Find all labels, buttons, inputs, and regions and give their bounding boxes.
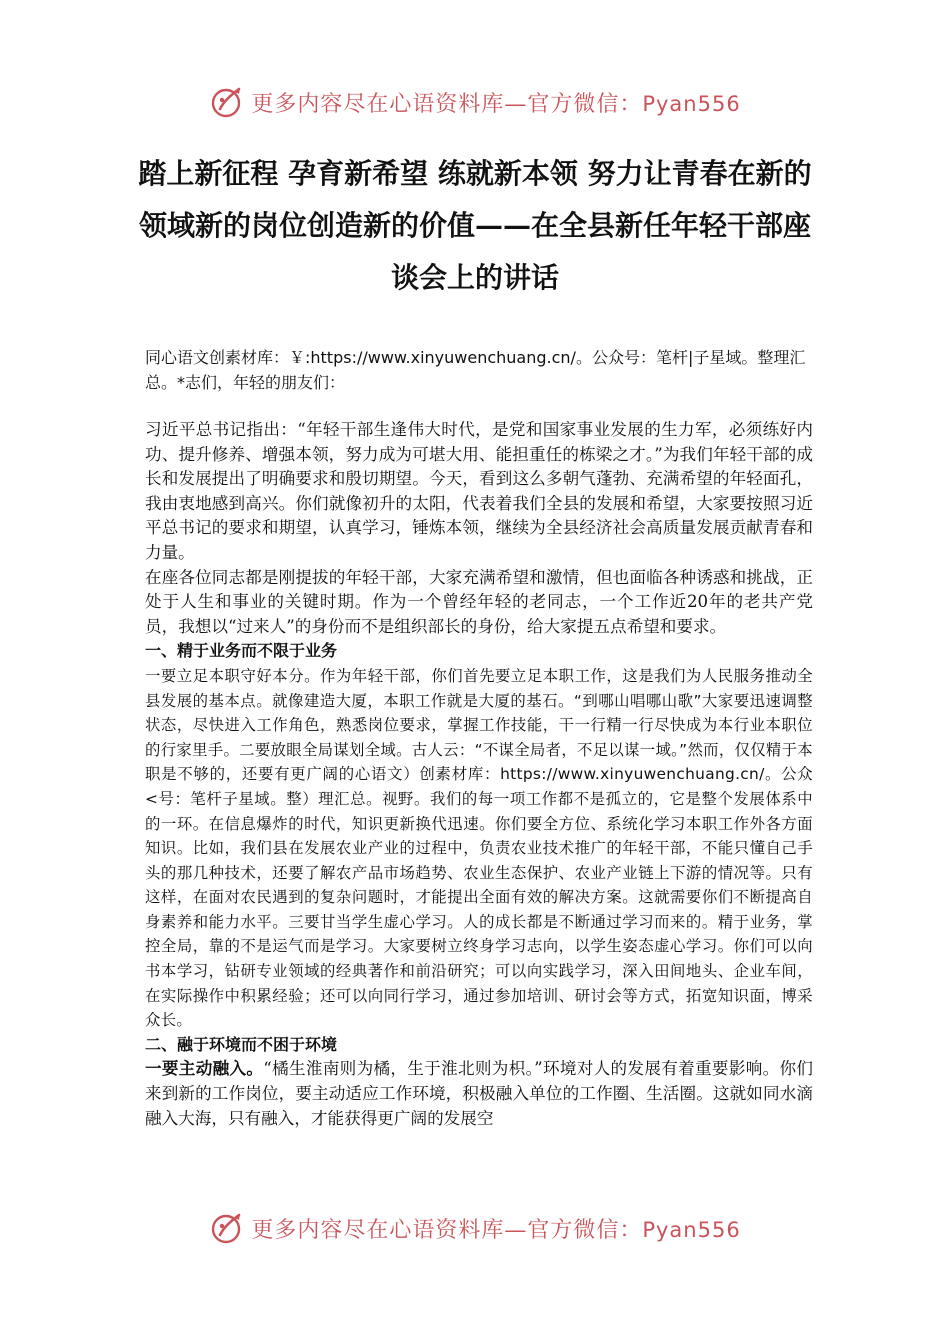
- banner-wechat-id: Pyan556: [642, 1217, 741, 1242]
- document-title: 踏上新征程 孕育新希望 练就新本领 努力让青春在新的领域新的岗位创造新的价值——在全县新任年轻干部座谈会上的讲话: [138, 157, 812, 294]
- paragraph-lead: 一要主动融入。: [145, 1059, 264, 1079]
- paragraph-section-2: [145, 1057, 813, 1131]
- paragraph-section-1: 一要立足本职守好本分。作为年轻干部，你们首先要立足本职工作，这是我们为人民服务推动全县发展的基本点。就像建造大厦，本职工作就是大厦的基石。“到哪山唱哪山歌”大家要迅速调整状态，尽快进入工作角色，熟悉岗位要求，掌握工作技能，干一行精一行尽快成为本行业本职位的行家里手。二要放眼全局谋划全域。古人云：“不谋全局者，不足以谋一域。”然而，仅仅精于本职是不够的，还要有更广阔的心语文）创素材库：https://www.xinyuwenchuang.cn/。公众<号：笔杆子星域。整）理汇总。视野。我们的每一项工作都不是孤立的，它是整个发展体系中的一环。在信息爆炸的时代，知识更新换代迅速。你们要全方位、系统化学习本职工作外各方面知识。比如，我们县在发展农业产业的过程中，负责农业技术推广的年轻干部，不能只懂自己手头的那几种技术，还要了解农产品市场趋势、农业生态保护、农业产业链上下游的情况等。只有这样，在面对农民遇到的复杂问题时，才能提出全面有效的解决方案。这就需要你们不断提高自身素养和能力水平。三要甘当学生虚心学习。人的成长都是不断通过学习而来的。精于业务，掌控全局，靠的不是运气而是学习。大家要树立终身学习志向，以学生姿态虚心学习。你们可以向书本学习，钻研专业领域的经典著作和前沿研究；可以向实践学习，深入田间地头、企业车间，在实际操作中积累经验；还可以向同行学习，通过参加培训、研讨会等方式，拓宽知识面，博采众长。: [145, 666, 813, 1030]
- paragraph-quote: 习近平总书记指出：“年轻干部生逢伟大时代，是党和国家事业发展的生力军，必须练好内功、提升修养、增强本领，努力成为可堪大用、能担重任的栋梁之才。”为我们年轻干部的成长和发展提出了明确要求和殷切期望。今天，看到这么多朝气蓬勃、充满希望的年轻面孔，我由衷地感到高兴。你们就像初升的太阳，代表着我们全县的发展和希望，大家要按照习近平总书记的要求和期望，认真学习，锤炼本领，继续为全县经济社会高质量发展贡献青春和力量。: [145, 420, 813, 562]
- banner-label: 更多内容尽在心语资料库—官方微信：: [251, 1217, 643, 1243]
- document-body: [145, 418, 813, 1131]
- brand-logo-icon: [209, 84, 245, 120]
- brand-logo-icon: [209, 1210, 245, 1246]
- section-heading-1: 一、精于业务而不限于业务: [145, 641, 338, 661]
- section-heading-2: 二、融于环境而不困于环境: [145, 1034, 338, 1054]
- footer-watermark-banner: [0, 1206, 950, 1250]
- paragraph-intro: 在座各位同志都是刚提拔的年轻干部，大家充满希望和激情，但也面临各种诱惑和挑战，正处于人生和事业的关键时期。作为一个曾经年轻的老同志，一个工作近20年的老共产党员，我想以“过来人”的身份而不是组织部长的身份，给大家提五点希望和要求。: [145, 567, 813, 636]
- header-watermark-banner: [0, 80, 950, 124]
- banner-label: 更多内容尽在心语资料库—官方微信：: [251, 91, 643, 117]
- paragraph-text: “橘生淮南则为橘，生于淮北则为枳。”环境对人的发展有着重要影响。你们来到新的工作岗位，要主动适应工作环境，积极融入单位的工作圈、生活圈。这就如同水滴融入大海，只有融入，才能获得更广阔的发展空: [145, 1059, 814, 1128]
- source-note: 同心语文创素材库：￥:https://www.xinyuwenchuang.cn/。公众号：笔杆|子星域。整理汇总。*志们，年轻的朋友们：: [145, 348, 806, 392]
- banner-wechat-id: Pyan556: [642, 91, 741, 116]
- banner-text: [251, 87, 740, 118]
- banner-text: [251, 1213, 740, 1244]
